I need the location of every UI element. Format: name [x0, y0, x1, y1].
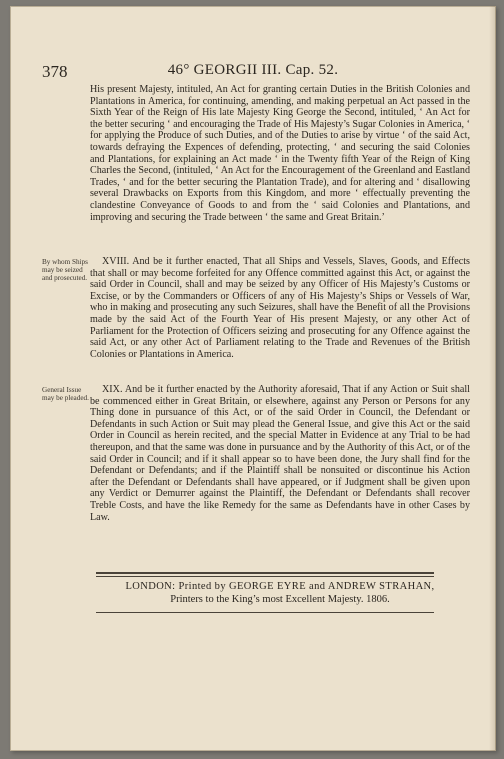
imprint	[90, 580, 470, 606]
imprint-rule-bottom	[96, 612, 434, 613]
imprint-rule-top-thin	[96, 576, 434, 577]
imprint-line-1: LONDON: Printed by GEORGE EYRE and ANDREW STRAHAN,	[125, 581, 435, 592]
imprint-rule-top	[96, 572, 434, 574]
continued-text: His present Majesty, intituled, An Act for granting certain Duties in the British Colonies and Plantations in America, for continuing, amending, and making perpetual an Act passed in the Sixth Year of the Reign of His late Majesty King George the Second, intituled, ‘ An Act for the better securing ‘ and encouraging the Trade of His Majesty’s Sugar Colonies in America, ‘ for applying the Produce of such Duties, and of the Duties to arise by virtue ‘ of the said Act, towards defraying the Expences of defending, protecting, ‘ and securing the said Colonies and Plantations, for explaining an Act made ‘ in the Twenty fifth Year of the Reign of King Charles the Second, (intituled, ‘ An Act for the Encouragement of the Greenland and Eastland Trades, ‘ and for the better securing the Plantation Trade), and for altering and ‘ disallowing several Drawbacks on Exports from this Kingdom, and more ‘ effectually preventing the clandestine Conveyance of Goods to and from the ‘ said Colonies and Plantations, and improving and securing the Trade between ‘ the same and Great Britain.’	[90, 84, 470, 223]
side-note-general-issue: General Issue may be pleaded.	[42, 386, 89, 403]
section-xix	[90, 384, 470, 523]
continued-paragraph	[90, 84, 470, 223]
section-xix-text: XIX. And be it further enacted by the Authority aforesaid, That if any Action or Suit shall be commenced either in Great Britain, or elsewhere, against any Person or Persons for any Thing done in pursuance of this Act, or of the said Order in Council, the Defendant or Defendants in such Action or Suit may plead the General Issue, and give this Act or the said Order in Council as herein recited, and the special Matter in Evidence at any Trial to be had thereupon, and that the same was done in pursuance and by the Authority of this Act, or of the said Order in Council; and if it shall appear so to have been done, the Jury shall find for the Defendant or Defendants; and if the Plaintiff shall be nonsuited or discontinue his Action after the Defendant or Defendants shall have appeared, or if Judgment shall be given upon any Verdict or Demurrer against the Plaintiff, the Defendant or Defendants shall recover Treble Costs, and have the like Remedy for the same as Defendants have in other Cases by Law.	[90, 384, 470, 523]
running-title: 46° GEORGII III. Cap. 52.	[167, 62, 339, 78]
section-xviii-text: XVIII. And be it further enacted, That all Ships and Vessels, Slaves, Goods, and Effects that shall or may become forfeited for any Offence committed against this Act, or against the said Order in Council, shall and may be seized by any Officer of His Majesty’s Customs or Excise, or by the Commanders or Officers of any of His Majesty’s Ships or Vessels of War, who in making and prosecuting any such Seizures, shall have the Benefit of all the Provisions made by the said Act of the Fourth Year of His present Majesty, or any other Act of Parliament for the Protection of Officers seizing and prosecuting for any Offence against the said Act, or any other Act of Parliament relating to the Trade and Revenues of the British Colonies or Plantations in America.	[90, 256, 470, 360]
section-xviii	[90, 256, 470, 360]
page-number: 378	[42, 62, 68, 81]
side-note-seizure: By whom Ships may be seized and prosecuted.	[42, 258, 88, 283]
imprint-line-2: Printers to the King’s most Excellent Majesty. 1806.	[170, 594, 390, 605]
page-header	[10, 62, 496, 82]
document-page	[10, 6, 496, 751]
